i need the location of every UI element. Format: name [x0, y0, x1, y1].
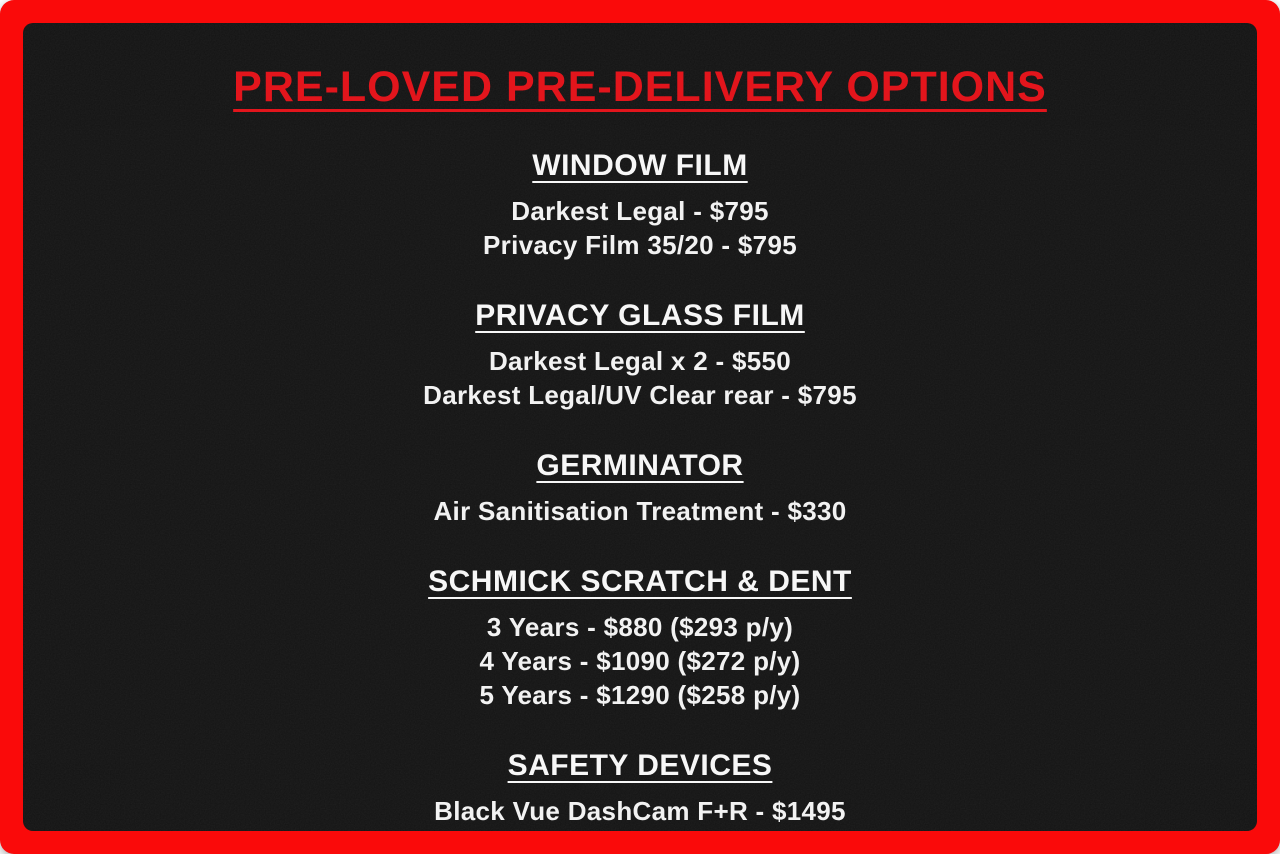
- poster-content: [23, 63, 1257, 828]
- section-heading: PRIVACY GLASS FILM: [475, 299, 805, 332]
- section-schmick-scratch-dent: [23, 565, 1257, 712]
- section-heading: GERMINATOR: [536, 449, 744, 482]
- section-heading: SAFETY DEVICES: [507, 749, 773, 782]
- poster-title: PRE-LOVED PRE-DELIVERY OPTIONS: [233, 63, 1047, 111]
- section-window-film: [23, 149, 1257, 262]
- section-heading: SCHMICK SCRATCH & DENT: [428, 565, 852, 598]
- section-privacy-glass-film: [23, 299, 1257, 412]
- price-line: 5 Years - $1290 ($258 p/y): [479, 680, 801, 710]
- price-line: Air Sanitisation Treatment - $330: [433, 496, 847, 526]
- price-line: 3 Years - $880 ($293 p/y): [486, 612, 794, 642]
- price-line: Darkest Legal - $795: [511, 196, 769, 226]
- price-line: Black Vue DashCam F+R - $1495: [434, 796, 846, 826]
- price-line: Darkest Legal x 2 - $550: [488, 346, 792, 376]
- price-line: 4 Years - $1090 ($272 p/y): [479, 646, 801, 676]
- price-line: Darkest Legal/UV Clear rear - $795: [423, 380, 857, 410]
- section-germinator: [23, 449, 1257, 528]
- section-safety-devices: [23, 749, 1257, 828]
- price-line: Privacy Film 35/20 - $795: [483, 230, 797, 260]
- poster-black-panel: [23, 23, 1257, 831]
- section-heading: WINDOW FILM: [532, 149, 748, 182]
